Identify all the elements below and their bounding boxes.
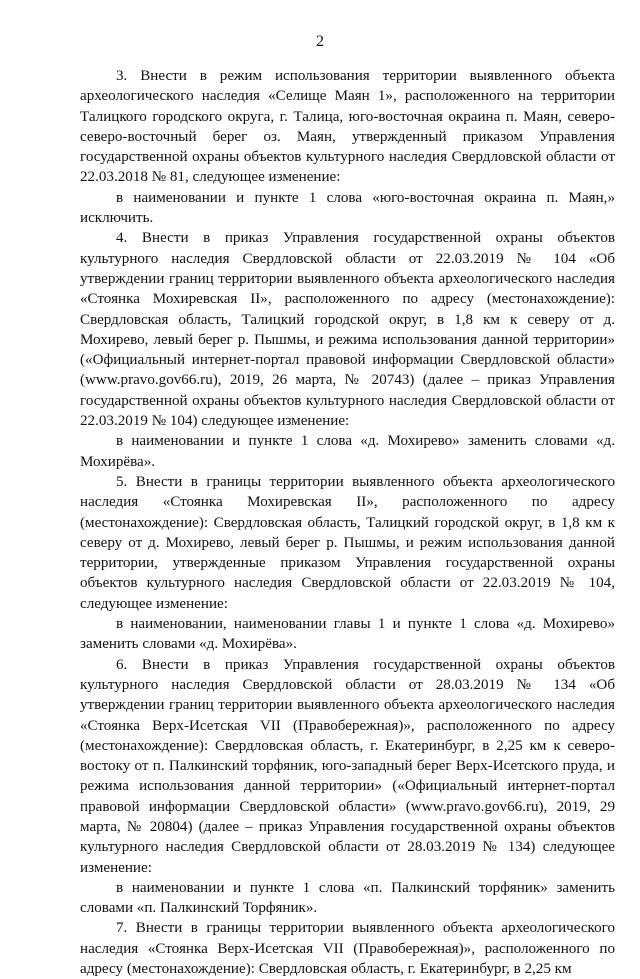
- paragraph: 5. Внести в границы территории выявленного объекта археологического наследия «Стоянка Мохиревская II», расположенного по адресу (местонахождение): Свердловская область, Талицкий городской округ, в 1,8 км к северу от д. Мохирево, левый берег р. Пышмы, и режим использования данной территории, утвержденные приказом Управления государственной охраны объектов культурного наследия Свердловской области от 22.03.2019 № 104, следующее изменение:: [80, 473, 615, 612]
- paragraph: в наименовании и пункте 1 слова «д. Мохирево» заменить словами «д. Мохирёва».: [80, 433, 615, 470]
- paragraph: 3. Внести в режим использования территории выявленного объекта археологического наследия «Селище Маян 1», расположенного на территории Талицкого городского округа, г. Талица, юго-восточная окраина п. Маян, северо-северо-восточный берег оз. Маян, утвержденный приказом Управления государственной охраны объектов культурного наследия Свердловской области от 22.03.2018 № 81, следующее изменение:: [80, 68, 615, 186]
- paragraph: в наименовании и пункте 1 слова «п. Палкинский торфяник» заменить словами «п. Палкинский Торфяник».: [80, 879, 615, 917]
- body-text: [80, 66, 615, 979]
- paragraph: в наименовании и пункте 1 слова «юго-восточная окраина п. Маян,» исключить.: [80, 189, 615, 227]
- paragraph: в наименовании, наименовании главы 1 и пункте 1 слова «д. Мохирево» заменить словами «д. Мохирёва».: [80, 616, 615, 653]
- paragraph: 7. Внести в границы территории выявленного объекта археологического наследия «Стоянка Верх-Исетская VII (Правобережная)», расположенного по адресу (местонахождение): Свердловская область, г. Екатеринбург, в 2,25 км: [80, 920, 615, 978]
- page-number: 2: [316, 33, 324, 50]
- paragraph: 4. Внести в приказ Управления государственной охраны объектов культурного наследия Свердловской области от 22.03.2019 № 104 «Об утверждении границ территории выявленного объекта археологического наследия «Стоянка Мохиревская II», расположенного по адресу (местонахождение): Свердловская область, Талицкий городской округ, в 1,8 км к северу от д. Мохирево, левый берег р. Пышмы, и режима использования данной территории» («Официальный интернет-портал правовой информации Свердловской области» (www.pravo.gov66.ru), 2019, 26 марта, № 20743) (далее – приказ Управления государственной охраны объектов культурного наследия Свердловской области от 22.03.2019 № 104) следующее изменение:: [80, 230, 615, 430]
- paragraph: 6. Внести в приказ Управления государственной охраны объектов культурного наследия Свердловской области от 28.03.2019 № 134 «Об утверждении границ территории выявленного объекта археологического наследия «Стоянка Верх-Исетская VII (Правобережная)», расположенного по адресу (местонахождение): Свердловская область, г. Екатеринбург, в 2,25 км к северо-востоку от п. Палкинский торфяник, юго-западный берег Верх-Исетского пруда, и режима использования данной территории» («Официальный интернет-портал правовой информации Свердловской области» (www.pravo.gov66.ru), 2019, 29 марта, № 20804) (далее – приказ Управления государственной охраны объектов культурного наследия Свердловской области от 28.03.2019 № 134) следующее изменение:: [80, 656, 615, 876]
